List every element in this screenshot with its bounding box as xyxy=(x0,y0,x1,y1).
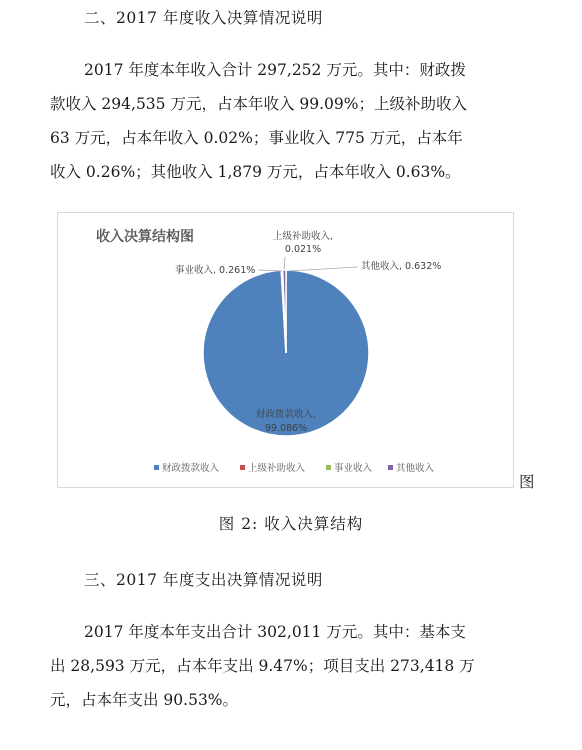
paragraph-line: 2017 年度本年支出合计 302,011 万元。其中：基本支 xyxy=(84,623,466,641)
paragraph-line: 收入 0.26%；其他收入 1,879 万元，占本年收入 0.63%。 xyxy=(50,163,461,181)
paragraph-line: 款收入 294,535 万元，占本年收入 99.09%；上级补助收入 xyxy=(50,95,467,113)
paragraph-line: 元，占本年支出 90.53%。 xyxy=(50,691,239,709)
section-3-heading: 三、2017 年度支出决算情况说明 xyxy=(84,571,323,589)
legend-swatch-2 xyxy=(326,465,331,470)
data-label-name-1: 上级补助收入, xyxy=(272,231,334,242)
section-3-paragraph xyxy=(50,615,550,717)
chart-title: 收入决算结构图 xyxy=(96,229,194,245)
legend-label-2: 事业收入 xyxy=(334,463,373,474)
section-2-paragraph xyxy=(50,53,550,189)
data-label-2: 事业收入, 0.261% xyxy=(175,265,256,276)
legend-swatch-0 xyxy=(154,465,159,470)
data-label-name-0: 财政拨款收入, xyxy=(255,409,317,420)
paragraph-line: 出 28,593 万元，占本年支出 9.47%；项目支出 273,418 万 xyxy=(50,657,475,675)
data-label-value-1: 0.021% xyxy=(284,244,322,255)
income-structure-chart xyxy=(57,212,514,488)
pie-chart-svg xyxy=(58,213,515,489)
legend-swatch-1 xyxy=(240,465,245,470)
leader-line-3 xyxy=(289,267,358,271)
paragraph-line: 63 万元，占本年收入 0.02%；事业收入 775 万元，占本年 xyxy=(50,129,463,147)
legend-label-1: 上级补助收入 xyxy=(248,463,306,474)
data-label-value-0: 99.086% xyxy=(264,423,308,434)
figure-char: 图 xyxy=(519,473,535,491)
paragraph-line: 2017 年度本年收入合计 297,252 万元。其中：财政拨 xyxy=(84,61,466,79)
legend-label-3: 其他收入 xyxy=(396,463,435,474)
data-label-3: 其他收入, 0.632% xyxy=(361,261,442,272)
legend-label-0: 财政拨款收入 xyxy=(162,463,220,474)
figure-caption: 图 2: 收入决算结构 xyxy=(218,515,364,533)
section-2-heading: 二、2017 年度收入决算情况说明 xyxy=(84,9,323,27)
legend-swatch-3 xyxy=(388,465,393,470)
leader-line-1 xyxy=(284,257,285,270)
